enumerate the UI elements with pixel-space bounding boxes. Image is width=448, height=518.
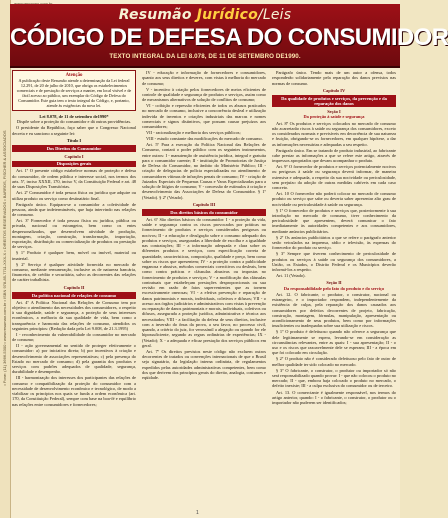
enactment-clause: O presidente da República, faço saber que o Congresso Nacional decreta e eu sanciono a seguinte lei:	[12, 125, 136, 136]
document-title: CÓDIGO DE DEFESA DO CONSUMIDOR	[10, 24, 448, 51]
article-6: Art. 6º São direitos básicos do consumidor: I - a proteção da vida, saúde e segurança contra os riscos provocados por práticas no fornecimento de produtos e serviços considerados perigosos ou nocivos; II - a educação e divulgação sobre o consumo adequado dos produtos e serviços, asseguradas a liberdade de escolha e a igualdade nas contratações; III - a informação adequada e clara sobre os diferentes produtos e serviços, com especificação correta de quantidade, características, composição, qualidade e preço, bem como sobre os riscos que apresentem; IV - a proteção contra a publicidade enganosa e abusiva, métodos comerciais coercitivos ou desleais, bem como contra práticas e cláusulas abusivas ou impostas no fornecimento de produtos e serviços; V - a modificação das cláusulas contratuais que estabeleçam prestações desproporcionais ou sua revisão em razão de fatos supervenientes que as tornem excessivamente onerosas; VI - a efetiva prevenção e reparação de danos patrimoniais e morais, individuais, coletivos e difusos; VII - o acesso aos órgãos judiciários e administrativos com vistas à prevenção ou reparação de danos patrimoniais e morais, individuais, coletivos ou difusos, assegurada a proteção jurídica, administrativa e técnica aos necessitados; VIII - a facilitação da defesa de seus direitos, inclusive com a inversão do ônus da prova, a seu favor, no processo civil, quando, a critério do juiz, for verossímil a alegação ou quando for ele hipossuficiente, segundo as regras ordinárias de experiências; IX - (Vetado); X - a adequada e eficaz prestação dos serviços públicos em geral.	[142, 216, 266, 348]
article-4: Art. 4º A Política Nacional das Relações de Consumo tem por objetivo o atendimento das necessidades dos consumidores, o respeito à sua dignidade, saúde e segurança, a proteção de seus interesses econômicos, a melhoria da sua qualidade de vida, bem como a transparência e harmonia das relações de consumo, atendidos os seguintes princípios: (Redação dada pela Lei 9.008, de 21.3.1995)	[12, 299, 136, 331]
series-suffix: /Leis	[257, 7, 292, 23]
chapter-1-banner: Disposições gerais	[12, 161, 136, 168]
column-3	[272, 70, 396, 514]
article-10: Art. 10 O fornecedor não poderá colocar no mercado de consumo produto ou serviço que sabe ou deveria saber apresentar alto grau de nocividade ou periculosidade à saúde ou segurança.	[272, 191, 396, 207]
section-1-number: Seção I	[327, 109, 341, 114]
notice-text: A publicação deste Resumão atende a determinação da Lei federal 12.291, de 20 de julho de 2010, que obriga os estabelecimentos comerciais e de prestação de serviços a manter, em local visível e de fácil acesso ao público, um exemplar do Código de Defesa do Consumidor. Este guia tem o texto integral do Código, e, portanto, atende às exigências da nova lei.	[16, 78, 132, 108]
notice-box	[12, 70, 136, 111]
chapter-3-banner: Dos direitos básicos do consumidor	[142, 209, 266, 216]
article-4-item-vi: VI - coibição e repressão eficientes de todos os abusos praticados no mercado de consumo, inclusive a concorrência desleal e utilização indevida de inventos e criações industriais das marcas e nomes comerciais e signos distintivos, que possam causar prejuízos aos consumidores;	[142, 103, 266, 130]
article-10-paragraph-2: § 2º Os anúncios publicitários a que se refere o parágrafo anterior serão veiculados na imprensa, rádio e televisão, às expensas do fornecedor do produto ou serviço.	[272, 234, 396, 251]
article-4-item-ii: II - ação governamental no sentido de proteger efetivamente o consumidor: a) por iniciativa direta; b) por incentivos à criação e desenvolvimento de associações representativas; c) pela presença do Estado no mercado de consumo; d) pela garantia dos produtos e serviços com padrões adequados de qualidade, segurança, durabilidade e desempenho.	[12, 343, 136, 375]
article-3-paragraph-2: § 2º Serviço é qualquer atividade fornecida no mercado de consumo, mediante remuneração, inclusive as de natureza bancária, financeira, de crédito e securitária, salvo as decorrentes das relações de caráter trabalhista.	[12, 261, 136, 283]
article-2: Art. 2º Consumidor é toda pessoa física ou jurídica que adquire ou utiliza produto ou serviço como destinatário final.	[12, 190, 136, 201]
article-4-item-v: V - incentivo à criação pelos fornecedores de meios eficientes de controle de qualidade e segurança de produtos e serviços, assim como de mecanismos alternativos de solução de conflitos de consumo;	[142, 86, 266, 103]
column-2	[142, 70, 266, 514]
article-12-paragraph-3: § 3º O fabricante, o construtor, o produtor ou importador só não será responsabilizado quando provar: I - que não colocou o produto no mercado; II - que, embora haja colocado o produto no mercado, o defeito inexiste; III - a culpa exclusiva do consumidor ou de terceiro.	[272, 367, 396, 389]
header-banner	[10, 4, 448, 68]
document-subtitle: TEXTO INTEGRAL DA LEI 8.078, DE 11 DE SETEMBRO DE1990.	[109, 53, 301, 60]
article-13: Art. 13. O comerciante é igualmente responsável, nos termos do artigo anterior, quando: I - o fabricante, o construtor, o produtor ou o importador não puderem ser identificados;	[272, 389, 396, 406]
title-1-banner: Dos Direitos do Consumidor	[12, 145, 136, 152]
article-8-paragraph: Parágrafo único. Em se tratando de produto industrial, ao fabricante cabe prestar as informações a que se refere este artigo, através de impressos apropriados que devam acompanhar o produto.	[272, 147, 396, 164]
article-12: Art. 12. O fabricante, o produtor, o construtor, nacional ou estrangeiro, e o importador respondem, independentemente da existência de culpa, pela reparação dos danos causados aos consumidores por defeitos decorrentes de projeto, fabricação, construção, montagem, fórmulas, manipulação, apresentação ou acondicionamento de seus produtos, bem como por informações insuficientes ou inadequadas sobre sua utilização e riscos.	[272, 291, 396, 329]
article-1: Art. 1º O presente código estabelece normas de proteção e defesa do consumidor, de ordem pública e interesse social, nos termos dos arts. 5º, inciso XXXII, 170, inciso V, da Constituição Federal e art. 48 de suas Disposições Transitórias.	[12, 168, 136, 190]
chapter-2-banner: Da política nacional de relações de consumo	[12, 292, 136, 299]
article-9: Art. 9º O fornecedor de produtos e serviços potencialmente nocivos ou perigosos à saúde ou segurança deverá informar, de maneira ostensiva e adequada, a respeito da sua nocividade ou periculosidade, sem prejuízo da adoção de outras medidas cabíveis em cada caso concreto.	[272, 164, 396, 191]
law-intro: Dispõe sobre a proteção do consumidor e dá outras providências.	[16, 119, 132, 125]
law-heading: Lei 8.078, de 11 de setembro de1990*	[39, 114, 109, 119]
side-margin	[0, 0, 11, 518]
series-logo	[10, 7, 400, 23]
section-2-name: Da responsabilidade pelo fato do produto e do serviço	[283, 285, 385, 291]
section-2-number: Seção II	[326, 280, 342, 286]
article-4-item-vii: VII - racionalização e melhoria dos serviços públicos;	[146, 130, 241, 136]
article-11: Art. 11 (Vetado).	[276, 273, 306, 279]
page-number: 1	[196, 510, 199, 516]
series-area: Jurídico	[196, 7, 258, 23]
article-4-item-iv: IV - educação e informação de fornecedores e consumidores, quanto aos seus direitos e deveres, com vistas à melhoria do mercado de consumo;	[142, 70, 266, 86]
series-name: Resumão	[118, 7, 192, 23]
article-12-paragraph-2: § 2º O produto não é considerado defeituoso pelo fato de outro de melhor qualidade ter sido colocado no mercado.	[272, 356, 396, 367]
article-5: Art. 5º Para a execução da Política Nacional das Relações de Consumo, contará o poder público com os seguintes instrumentos, entre outros: I - manutenção de assistência jurídica, integral e gratuita para o consumidor carente; II - instituição de Promotorias de Justiça de Defesa do Consumidor, no âmbito do Ministério Público; III - criação de delegacias de polícia especializadas no atendimento de consumidores vítimas de infrações penais de consumo; IV - criação de Juizados Especiais de Pequenas Causas e Varas Especializadas para a solução de litígios de consumo; V - concessão de estímulos à criação e desenvolvimento das Associações de Defesa do Consumidor. § 1º (Vetado). § 2º (Vetado).	[142, 142, 266, 200]
title-1-number: Título I	[66, 137, 82, 143]
chapter-2-number: Capítulo II	[63, 284, 85, 290]
article-8: Art. 8º Os produtos e serviços colocados no mercado de consumo não acarretarão riscos à saúde ou segurança dos consumidores, exceto os considerados normais e previsíveis em decorrência de sua natureza e fruição, obrigando-se os fornecedores, em qualquer hipótese, a dar as informações necessárias e adequadas a seu respeito.	[272, 120, 396, 147]
article-10-paragraph-1: § 1º O fornecedor de produtos e serviços que, posteriormente à sua introdução no mercado de consumo, tiver conhecimento da periculosidade que apresentem, deverá comunicar o fato imediatamente às autoridades competentes e aos consumidores, mediante anúncios publicitários.	[272, 207, 396, 234]
notice-heading: Atenção	[65, 73, 83, 78]
content-columns	[12, 70, 397, 514]
column-1	[12, 70, 136, 514]
article-3-paragraph-1: § 1º Produto é qualquer bem, móvel ou imóvel, material ou imaterial.	[12, 250, 136, 261]
article-12-paragraph-1: § 1º O produto é defeituoso quando não oferece a segurança que dele legitimamente se espera, levando-se em consideração as circunstâncias relevantes, entre as quais: I - sua apresentação; II - o uso e os riscos que razoavelmente dele se esperam; III - a época em que foi colocado em circulação.	[272, 329, 396, 356]
article-4-item-iii: III - harmonização dos interesses dos participantes das relações de consumo e compatibilização da proteção do consumidor com a necessidade de desenvolvimento econômico e tecnológico, de modo a viabilizar os princípios nos quais se funda a ordem econômica (art. 170, da Constituição Federal), sempre com base na boa-fé e equilíbrio nas relações entre consumidores e fornecedores;	[12, 375, 136, 407]
chapter-3-number: Capítulo III	[192, 201, 216, 207]
article-10-paragraph-3: § 3º Sempre que tiverem conhecimento de periculosidade de produtos ou serviços à saúde ou segurança dos consumidores, a União, os Estados, o Distrito Federal e os Municípios deverão informá-los a respeito.	[272, 251, 396, 273]
chapter-4-number: Capítulo IV	[322, 87, 346, 93]
side-legal-text: • Fone: (11) 3666-5300 • www.resumao.com.br • ISBN 978-85-7711-XXX-X • DIREITOS RESERVADOS • BARROS, FISCHER & ASSOCIADOS	[2, 130, 7, 386]
article-3: Art. 3º Fornecedor é toda pessoa física ou jurídica, pública ou privada, nacional ou estrangeira, bem como os entes despersonalizados, que desenvolvem atividade de produção, montagem, criação, construção, transformação, importação, exportação, distribuição ou comercialização de produtos ou prestação de serviços.	[12, 218, 136, 250]
article-2-paragraph: Parágrafo único. Equipara-se a consumidor a coletividade de pessoas, ainda que indetermináveis, que haja intervindo nas relações de consumo.	[12, 201, 136, 218]
chapter-4-banner: Da qualidade de produtos e serviços, da prevenção e da reparação dos danos	[272, 95, 396, 107]
article-4-item-viii: VIII - estudo constante das modificações do mercado de consumo.	[146, 136, 263, 142]
chapter-1-number: Capítulo I	[64, 153, 84, 159]
article-4-item-i: I - reconhecimento da vulnerabilidade do consumidor no mercado de consumo;	[12, 331, 136, 343]
article-7-paragraph: Parágrafo único. Tendo mais de um autor a ofensa, todos responderão solidariamente pela reparação dos danos previstos nas normas de consumo.	[272, 70, 396, 86]
section-1-name: Da proteção à saúde e segurança	[303, 114, 365, 120]
article-7: Art. 7º Os direitos previstos neste código não excluem outros decorrentes de tratados ou convenções internacionais de que o Brasil seja signatário, da legislação interna ordinária, de regulamentos expedidos pelas autoridades administrativas competentes, bem como dos que derivem dos princípios gerais do direito, analogia, costumes e eqüidade.	[142, 348, 266, 381]
